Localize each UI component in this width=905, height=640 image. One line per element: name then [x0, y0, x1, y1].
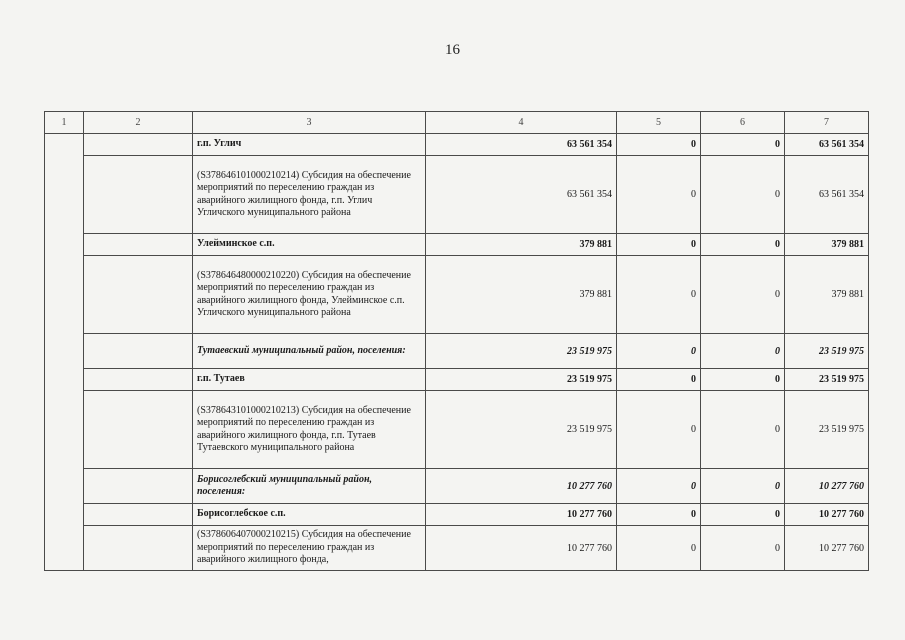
- table-cell: 23 519 975: [785, 369, 869, 391]
- table-cell: 23 519 975: [785, 334, 869, 369]
- table-cell: 0: [617, 156, 701, 234]
- table-cell: 10 277 760: [426, 469, 617, 504]
- table-cell: 0: [701, 334, 785, 369]
- column-header: 2: [84, 112, 193, 134]
- table-cell: 0: [701, 369, 785, 391]
- table-cell: 0: [617, 469, 701, 504]
- table-cell: 23 519 975: [785, 391, 869, 469]
- table-cell: 0: [701, 234, 785, 256]
- table-cell: [84, 469, 193, 504]
- table-row: [45, 526, 869, 571]
- table-cell: [84, 256, 193, 334]
- table-cell: 0: [701, 504, 785, 526]
- table-cell: 379 881: [426, 234, 617, 256]
- table-row: [45, 256, 869, 334]
- row-name: г.п. Углич: [193, 134, 426, 156]
- table-cell: 63 561 354: [426, 134, 617, 156]
- table-cell: [84, 334, 193, 369]
- column-header: 3: [193, 112, 426, 134]
- table-cell: 379 881: [785, 256, 869, 334]
- table-cell: 0: [701, 256, 785, 334]
- column-header: 1: [45, 112, 84, 134]
- table-row: [45, 156, 869, 234]
- table-cell: 10 277 760: [785, 504, 869, 526]
- table-cell: 0: [617, 369, 701, 391]
- table-cell: [84, 526, 193, 571]
- row-name: г.п. Тутаев: [193, 369, 426, 391]
- table-cell: 0: [617, 526, 701, 571]
- row-name: (S378646101000210214) Субсидия на обеспечение мероприятий по переселению граждан из аварийного жилищного фонда, г.п. Углич Угличского муниципального района: [193, 156, 426, 234]
- column-header: 6: [701, 112, 785, 134]
- table-row: [45, 234, 869, 256]
- column-header: 5: [617, 112, 701, 134]
- header-row: [45, 112, 869, 134]
- table-cell: [84, 391, 193, 469]
- table-row: [45, 391, 869, 469]
- table-cell: 379 881: [785, 234, 869, 256]
- table-cell: [84, 156, 193, 234]
- row-name: Улейминское с.п.: [193, 234, 426, 256]
- merged-cell: [45, 134, 84, 571]
- table-cell: 0: [701, 134, 785, 156]
- table-cell: 10 277 760: [785, 469, 869, 504]
- table-cell: 379 881: [426, 256, 617, 334]
- column-header: 7: [785, 112, 869, 134]
- table-cell: 63 561 354: [785, 156, 869, 234]
- table-row: [45, 134, 869, 156]
- table-cell: 63 561 354: [426, 156, 617, 234]
- table-row: [45, 334, 869, 369]
- table-cell: 0: [701, 526, 785, 571]
- table-cell: 63 561 354: [785, 134, 869, 156]
- table-row: [45, 369, 869, 391]
- table-cell: 10 277 760: [785, 526, 869, 571]
- table-row: [45, 469, 869, 504]
- row-name: Тутаевский муниципальный район, поселения:: [193, 334, 426, 369]
- table-cell: 0: [701, 469, 785, 504]
- table-cell: 0: [617, 334, 701, 369]
- table-cell: 23 519 975: [426, 391, 617, 469]
- table-cell: [84, 504, 193, 526]
- column-header: 4: [426, 112, 617, 134]
- row-name: Борисоглебский муниципальный район, поселения:: [193, 469, 426, 504]
- table-cell: 0: [617, 234, 701, 256]
- row-name: (S378646480000210220) Субсидия на обеспечение мероприятий по переселению граждан из аварийного жилищного фонда, Улейминское с.п. Угличского муниципального района: [193, 256, 426, 334]
- table-cell: [84, 234, 193, 256]
- table-cell: 10 277 760: [426, 504, 617, 526]
- row-name: (S378606407000210215) Субсидия на обеспечение мероприятий по переселению граждан из аварийного жилищного фонда,: [193, 526, 426, 571]
- table-cell: 0: [701, 391, 785, 469]
- table-cell: 23 519 975: [426, 369, 617, 391]
- table-cell: [84, 369, 193, 391]
- table-cell: 0: [701, 156, 785, 234]
- table-cell: 0: [617, 391, 701, 469]
- row-name: (S378643101000210213) Субсидия на обеспечение мероприятий по переселению граждан из аварийного жилищного фонда, г.п. Тутаев Тутаевского муниципального района: [193, 391, 426, 469]
- table-cell: 23 519 975: [426, 334, 617, 369]
- table-cell: 0: [617, 134, 701, 156]
- table-cell: 10 277 760: [426, 526, 617, 571]
- table-cell: 0: [617, 504, 701, 526]
- row-name: Борисоглебское с.п.: [193, 504, 426, 526]
- table-row: [45, 504, 869, 526]
- budget-table: [44, 111, 869, 571]
- page-number: 16: [445, 42, 460, 58]
- table-cell: [84, 134, 193, 156]
- table-cell: 0: [617, 256, 701, 334]
